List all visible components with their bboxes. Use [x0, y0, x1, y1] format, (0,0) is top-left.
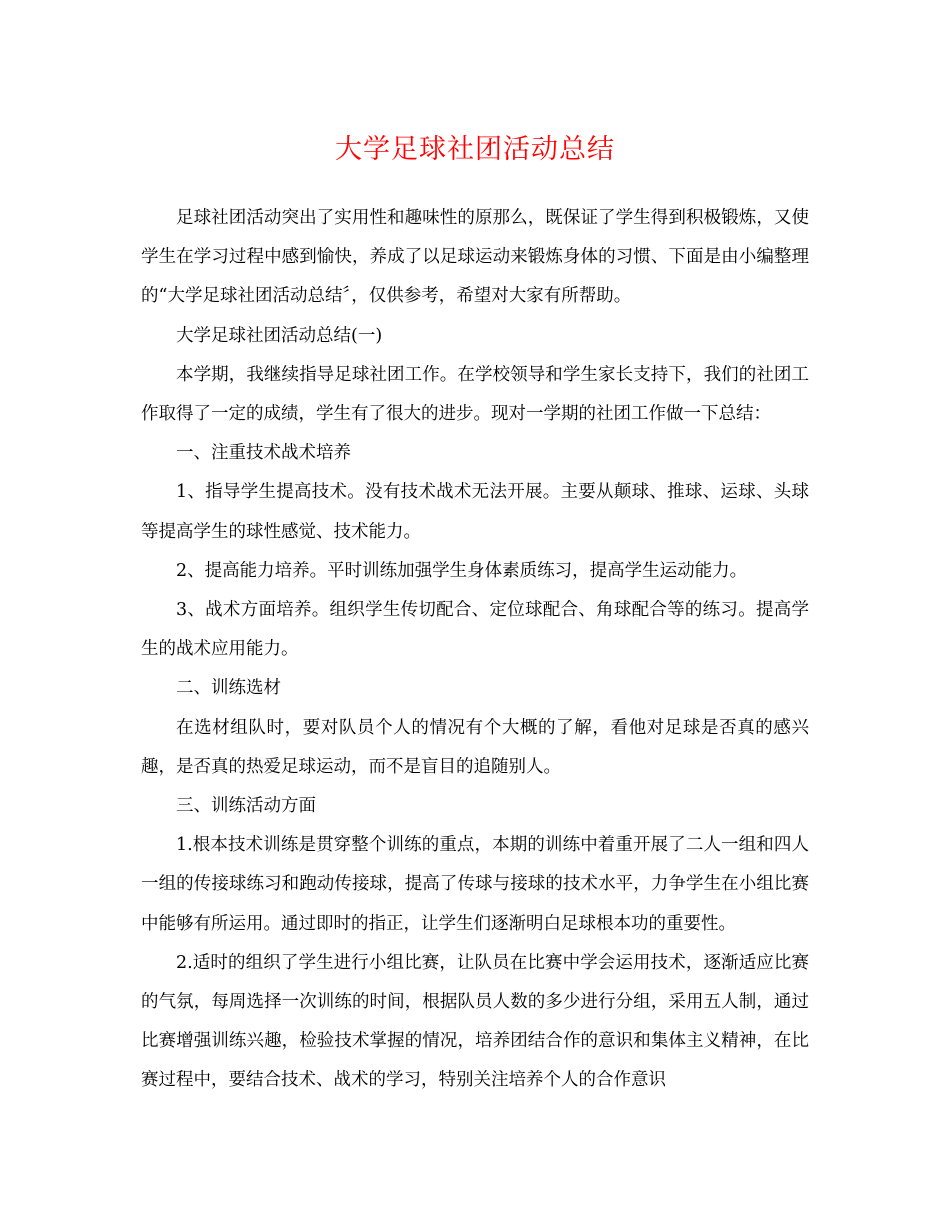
technique-item-2: 2、提高能力培养。平时训练加强学生身体素质练习，提高学生运动能力。	[176, 560, 748, 581]
section-heading-summary-one: 大学足球社团活动总结(一)	[176, 325, 383, 346]
technique-item-3: 3、战术方面培养。组织学生传切配合、定位球配合、角球配合等的练习。提高学生的战术应用能力。	[141, 600, 809, 660]
training-item-2: 2.适时的组织了学生进行小组比赛，让队员在比赛中学会运用技术，逐渐适应比赛的气氛，每周选择一次训练的时间，根据队员人数的多少进行分组，采用五人制，通过比赛增强训练兴趣，检验技术掌握的情况，培养团结合作的意识和集体主义精神，在比赛过程中，要结合技术、战术的学习，特别关注培养个人的合作意识	[141, 952, 809, 1091]
training-item-1: 1.根本技术训练是贯穿整个训练的重点，本期的训练中着重开展了二人一组和四人一组的传接球练习和跑动传接球，提高了传球与接球的技术水平，力争学生在小组比赛中能够有所运用。通过即时的指正，让学生们逐渐明白足球根本功的重要性。	[141, 835, 809, 934]
section-heading-technique: 一、注重技术战术培养	[176, 443, 351, 464]
intro-paragraph: 足球社团活动突出了实用性和趣味性的原那么，既保证了学生得到积极锻炼，又使学生在学习过程中感到愉快，养成了以足球运动来锻炼身体的习惯、下面是由小编整理的“大学足球社团活动总结〞，仅供参考，希望对大家有所帮助。	[141, 208, 809, 307]
technique-item-1: 1、指导学生提高技术。没有技术战术无法开展。主要从颠球、推球、运球、头球等提高学生的球性感觉、技术能力。	[141, 482, 809, 542]
summary-intro-paragraph: 本学期，我继续指导足球社团工作。在学校领导和学生家长支持下，我们的社团工作取得了一定的成绩，学生有了很大的进步。现对一学期的社团工作做一下总结：	[141, 364, 809, 425]
section-heading-selection: 二、训练选材	[176, 678, 281, 699]
section-heading-training: 三、训练活动方面	[176, 796, 316, 817]
document-body	[141, 199, 809, 1101]
document-title: 大学足球社团活动总结	[335, 134, 615, 165]
selection-paragraph: 在选材组队时，要对队员个人的情况有个大概的了解，看他对足球是否真的感兴趣，是否真的热爱足球运动，而不是盲目的追随别人。	[141, 717, 809, 777]
